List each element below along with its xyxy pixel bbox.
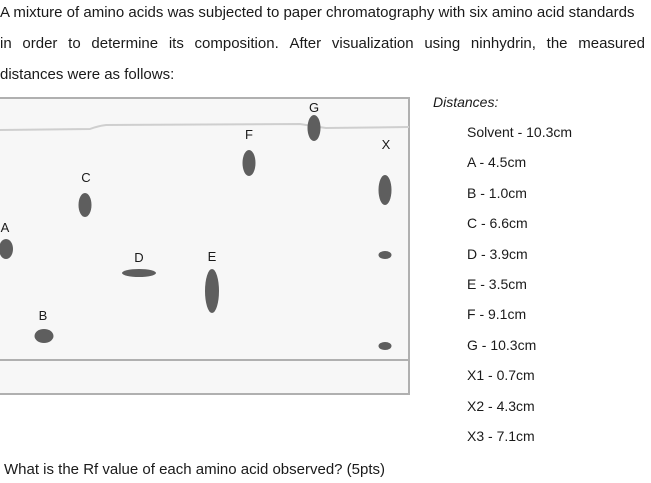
intro-word: to bbox=[68, 35, 81, 52]
distance-item: X1 - 0.7cm bbox=[467, 367, 535, 384]
distances-list bbox=[467, 123, 572, 457]
intro-word: in bbox=[0, 35, 12, 52]
spot-d bbox=[122, 269, 156, 277]
spot-g bbox=[308, 115, 321, 141]
spot-b bbox=[35, 329, 54, 343]
distance-item: G - 10.3cm bbox=[467, 336, 537, 353]
intro-word: determine bbox=[91, 35, 159, 52]
intro-word: the bbox=[546, 35, 568, 52]
distance-item: D - 3.9cm bbox=[467, 245, 528, 262]
label-e: E bbox=[207, 249, 217, 264]
intro-word: After bbox=[289, 35, 322, 52]
distance-item: C - 6.6cm bbox=[467, 215, 528, 232]
intro-word: order bbox=[22, 35, 58, 52]
spot-x3 bbox=[379, 175, 392, 205]
label-c: C bbox=[81, 170, 91, 185]
distance-item: F - 9.1cm bbox=[467, 306, 527, 323]
intro-word: visualization bbox=[331, 35, 414, 52]
spot-c bbox=[79, 193, 92, 217]
distance-item: E - 3.5cm bbox=[467, 275, 527, 292]
distance-item: X3 - 7.1cm bbox=[467, 427, 535, 444]
intro-word: using bbox=[424, 35, 461, 52]
label-a: A bbox=[0, 220, 10, 235]
label-x: X bbox=[381, 137, 391, 152]
intro-line-1: A mixture of amino acids was subjected to paper chromatography with six amino acid standards bbox=[0, 4, 635, 21]
intro-line-3: distances were as follows: bbox=[0, 66, 175, 83]
distance-item: A - 4.5cm bbox=[467, 154, 527, 171]
spot-e bbox=[205, 269, 219, 313]
spot-f bbox=[243, 150, 256, 176]
distance-item: X2 - 4.3cm bbox=[467, 397, 535, 414]
distance-item: B - 1.0cm bbox=[467, 184, 527, 201]
intro-word: composition. bbox=[194, 35, 279, 52]
intro-word: ninhydrin, bbox=[470, 35, 536, 52]
intro-word: its bbox=[168, 35, 184, 52]
label-b: B bbox=[38, 308, 48, 323]
chromatography-paper bbox=[0, 98, 409, 394]
label-f: F bbox=[245, 127, 253, 142]
label-g: G bbox=[308, 100, 320, 115]
label-d: D bbox=[134, 250, 144, 265]
spot-x1 bbox=[379, 342, 392, 350]
distance-item: Solvent - 10.3cm bbox=[467, 124, 573, 140]
question-text: What is the Rf value of each amino acid observed? (5pts) bbox=[4, 461, 386, 478]
distances-heading: Distances: bbox=[433, 94, 499, 110]
intro-word: measured bbox=[578, 35, 645, 52]
spot-x2 bbox=[379, 251, 392, 259]
